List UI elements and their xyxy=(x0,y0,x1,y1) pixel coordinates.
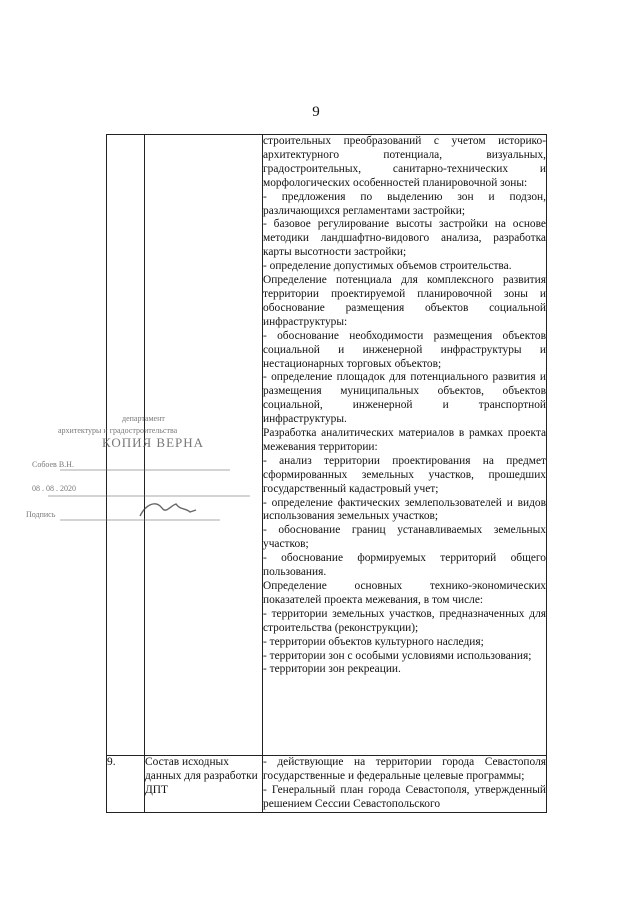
page-number: 9 xyxy=(312,104,320,120)
stamp-title: КОПИЯ ВЕРНА xyxy=(102,435,205,450)
content-paragraph: - обоснование границ устанавливаемых земельных участков; xyxy=(263,524,546,551)
content-paragraph: - территории зон рекреации. xyxy=(263,663,401,676)
content-paragraph: Определение основных технико-экономических показателей проекта межевания, в том числе: xyxy=(263,580,546,606)
table-row xyxy=(107,135,547,756)
content-paragraph: - обоснование формируемых территорий общего пользования. xyxy=(263,552,546,579)
content-paragraph: - определение фактических землепользователей и видов использования земельных участков; xyxy=(263,496,546,523)
content-paragraph: Разработка аналитических материалов в рамках проекта межевания территории: xyxy=(263,427,546,453)
content-paragraph: - территории зон с особыми условиями использования; xyxy=(263,649,532,662)
content-paragraph: - территории объектов культурного наследия; xyxy=(263,635,484,648)
row-content-cell xyxy=(263,756,547,813)
stamp-line: департамент xyxy=(122,414,165,423)
content-paragraph: Определение потенциала для комплексного развития территории проектируемой планировочной зоны и обоснование размещения объектов социальной инфраструктуры: xyxy=(263,274,546,328)
stamp-signature-label: Подпись xyxy=(26,510,56,519)
row-content-cell xyxy=(263,135,547,756)
stamp-line: архитектуры и градостроительства xyxy=(58,426,178,435)
row-number-cell: 9. xyxy=(107,756,145,813)
document-table xyxy=(106,134,547,813)
content-paragraph: - действующие на территории города Севастополя государственные и федеральные целевые программы; xyxy=(263,756,546,782)
table-row xyxy=(107,756,547,813)
content-paragraph: - обоснование необходимости размещения объектов социальной и инженерной инфраструктуры и нестационарных торговых объектов; xyxy=(263,329,546,370)
content-paragraph: - определение площадок для потенциального развития и размещения муниципальных объектов, объектов социальной, инженерной и транспортной инфраструктуры. xyxy=(263,371,546,426)
stamp-date: 08 . 08 . 2020 xyxy=(32,484,76,493)
content-paragraph: - предложения по выделению зон и подзон, различающихся регламентами застройки; xyxy=(263,190,546,217)
content-paragraph: - базовое регулирование высоты застройки на основе методики ландшафтно-видового анализа, разработка карты высотности застройки; xyxy=(263,218,546,259)
content-paragraph: - анализ территории проектирования на предмет сформированных земельных участков, прошедших государственный кадастровый учет; xyxy=(263,454,546,495)
row-title-cell: Состав исходных данных для разработки ДПТ xyxy=(145,756,263,813)
content-paragraph: - территории земельных участков, предназначенных для строительства (реконструкции); xyxy=(263,607,546,634)
content-paragraph: - определение допустимых объемов строительства. xyxy=(263,260,512,273)
content-paragraph: строительных преобразований с учетом историко-архитектурного потенциала, визуальных, градостроительных, санитарно-технических и морфологических особенностей планировочной зоны: xyxy=(263,135,546,189)
row-number-cell xyxy=(107,135,145,756)
stamp-name: Собоев В.Н. xyxy=(32,460,74,469)
row-title-cell xyxy=(145,135,263,756)
content-paragraph: - Генеральный план города Севастополя, утвержденный решением Сессии Севастопольского xyxy=(263,783,546,810)
